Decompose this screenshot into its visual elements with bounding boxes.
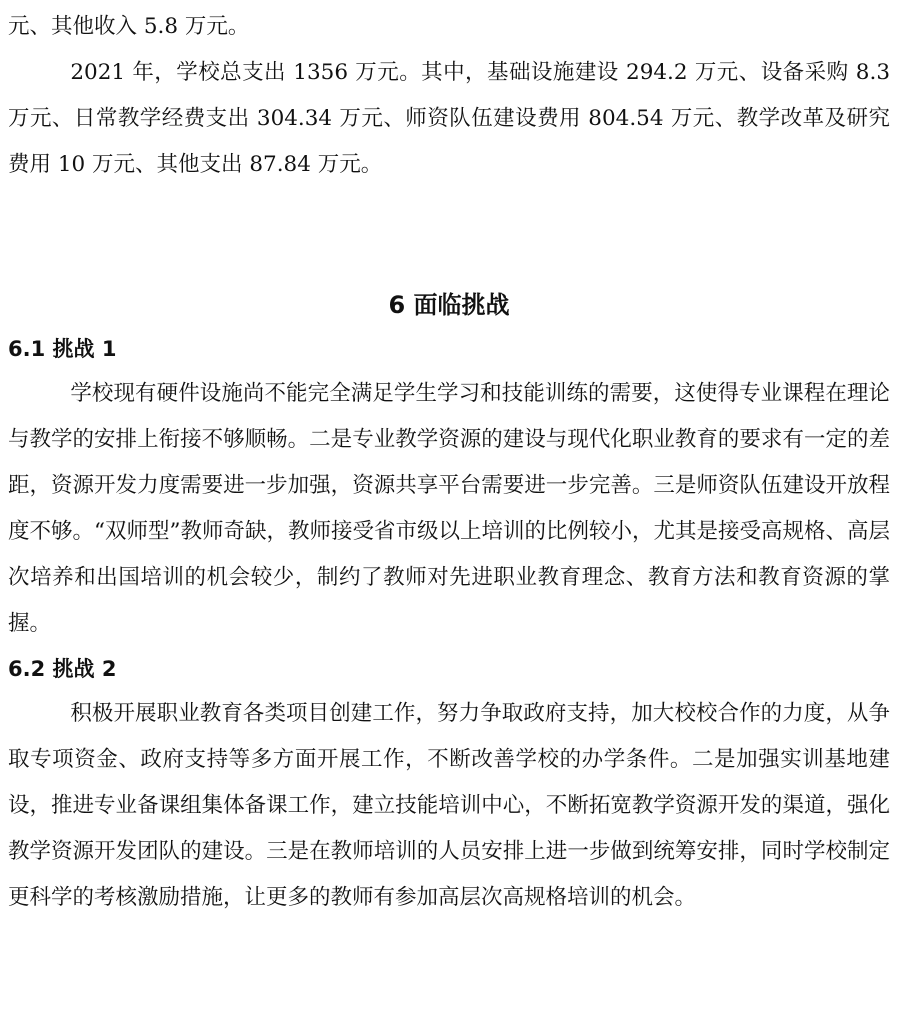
section-title: 6 面临挑战 bbox=[388, 291, 510, 319]
expenditure-paragraph: 2021 年，学校总支出 1356 万元。其中，基础设施建设 294.2 万元、设备采购 8.3 万元、日常教学经费支出 304.34 万元、师资队伍建设费用 804.54 万元、教学改革及研究费用 10 万元、其他支出 87.84 万元。 bbox=[8, 60, 890, 177]
section-spacer bbox=[8, 188, 890, 283]
subsection-body-1: 学校现有硬件设施尚不能完全满足学生学习和技能训练的需要，这使得专业课程在理论与教学的安排上衔接不够顺畅。二是专业教学资源的建设与现代化职业教育的要求有一定的差距，资源开发力度需要进一步加强，资源共享平台需要进一步完善。三是师资队伍建设开放程度不够。“双师型”教师奇缺，教师接受省市级以上培训的比例较小，尤其是接受高规格、高层次培养和出国培训的机会较少，制约了教师对先进职业教育理念、教育方法和教育资源的掌握。 bbox=[8, 381, 890, 636]
subsection-body-2: 积极开展职业教育各类项目创建工作，努力争取政府支持，加大校校合作的力度，从争取专项资金、政府支持等多方面开展工作，不断改善学校的办学条件。二是加强实训基地建设，推进专业备课组集体备课工作，建立技能培训中心，不断拓宽教学资源开发的渠道，强化教学资源开发团队的建设。三是在教师培训的人员安排上进一步做到统筹安排，同时学校制定更科学的考核激励措施，让更多的教师有参加高层次高规格培训的机会。 bbox=[8, 701, 890, 910]
subsection-heading-1: 6.1 挑战 1 bbox=[8, 337, 117, 361]
subsection-heading-2: 6.2 挑战 2 bbox=[8, 657, 117, 681]
continuation-text: 元、其他收入 5.8 万元。 bbox=[8, 14, 250, 39]
